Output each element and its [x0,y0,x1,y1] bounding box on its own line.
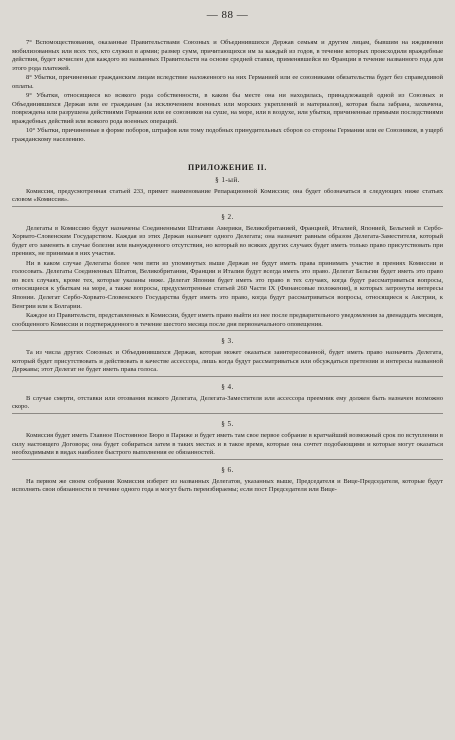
intro-paragraph: 8° Убытки, причиненные гражданским лицам вследствие наложенного на них Германией или ее союзниками обязательства будет без справедливой оплаты. [12,74,443,90]
section-1 [12,176,443,205]
section-4 [12,383,443,412]
intro-paragraph: 9° Убытки, относящиеся ко всякого рода собственности, в каком бы месте она ни находилась, принадлежащей одной из Союзных и Объединившихся Держав или ее гражданам (за исключением военных или морских укреплений и материалов), которая была забрана, захвачена, повреждена или разрушена действиями Германии или ее союзников на суше, на море, или в воздухе, или убытки, причиненные прямыми последствиями враждебных действий или всякого рода военных операций. [12,92,443,125]
divider [12,459,443,460]
section-heading: § 2. [221,212,234,221]
section-heading: § 4. [221,382,234,391]
section-2 [12,213,443,330]
page-number: — 88 — [206,9,249,21]
section-paragraph: В случае смерти, отставки или отозвания всякого Делегата, Делегата-Заместителя или ассессора преемник ему должен быть назначен возможно скоро. [12,394,443,411]
intro-paragraph: 10° Убытки, причиненные в форме поборов, штрафов или тому подобных принудительных сборов со стороны Германии или ее Союзников, в ущерб гражданскому населению. [12,127,443,144]
section-5 [12,420,443,458]
intro-block [12,39,443,145]
divider [12,413,443,414]
section-heading: § 3. [221,337,234,346]
section-paragraph: Каждое из Правительств, представленных в Комиссии, будет иметь право выйти из нее после предварительного уведомления за двенадцать месяцев, сообщенного Комиссии и подтвержденного в течение шестого месяца после дня первоначального оповещения. [12,312,443,328]
section-paragraph: Комиссия, предусмотренная статьей 233, примет наименование Репарационной Комиссии; она будет обозначаться в следующих ниже статьях словом «Комиссия». [12,187,443,204]
section-6 [12,466,443,495]
section-paragraph: Ни в каком случае Делегаты более чем пяти из упомянутых выше Держав не будут иметь права принимать участие в прениях Комиссии и голосовать. Делегаты Соединенных Штатов, Великобритании, Франции и Италии будут всегда иметь это право. Делегат Бельгии будет иметь это право во всех случаях, кроме тех, которые указаны ниже. Делегат Японии будет иметь это право в тех случаях, когда будут рассматриваться вопросы, относящиеся к убыткам на море, а также вопросы, предусмотренные статьей 260 Части IX (Финансовые положения), в которых затронуты интересы Японии. Делегат Сербо-Хорвато-Словенского Государства будет иметь это право, когда будут рассматриваться вопросы, относящиеся к Австрии, к Венгрии или к Болгарии. [12,259,443,310]
section-3 [12,337,443,375]
section-paragraph: Та из числа других Союзных и Объединившихся Держав, которая может оказаться заинтересованной, будет иметь право назначить Делегата, который будет присутствовать и действовать в качестве ассессора, лишь когда будут рассматриваться или обсуждаться претензии и интересы названной Державы; этот Делегат не будет иметь права голоса. [12,349,443,374]
section-paragraph: Комиссия будет иметь Главное Постоянное Бюро в Париже и будет иметь там свое первое собрание в кратчайший возможный срок по вступлении в силу настоящего Договора; она будет собираться затем в таких местах и в такое время, которые она сочтет подобающими и которые могут оказаться необходимыми в видах наиболее быстрого выполнения ее обязанностей. [12,431,443,457]
appendix-title: ПРИЛОЖЕНИЕ II. [188,162,267,172]
section-paragraph: На первом же своем собрании Комиссия изберет из названных Делегатов, указанных выше, Председателя и Вице-Председателя, которые будут исполнять свои обязанности в течение одного года и могут быть переизбираемы; если пост Председателя или Вице- [12,477,443,494]
section-heading: § 1-ый. [215,175,240,184]
divider [12,206,443,207]
section-heading: § 5. [221,419,234,428]
section-heading: § 6. [221,465,234,474]
divider [12,330,443,331]
section-paragraph: Делегаты в Комиссию будут назначены Соединенными Штатами Америки, Великобританией, Францией, Италией, Японией, Бельгией и Сербо-Хорвато-Словенским Государством. Каждая из этих Держав назначит одного Делегата; она назначит равным образом Делегата-Заместителя, который будет его заменять в случае болезни или вынужденного отсутствия, но который во всяких других случаях будет иметь только право присутствовать при прениях, не принимая в них участия. [12,224,443,258]
divider [12,376,443,377]
intro-paragraph: 7° Вспомоществования, оказанные Правительствами Союзных и Объединившихся Держав семьям и другим лицам, бывшим на иждивении мобилизованных или всех тех, кто служил в армии; размер сумм, причитающихся им за каждый из годов, в течение которых происходили враждебные действия, будет исчислен для каждого из названных Правительств на основе средней ставки, применявшейся во Франции в течение названного года для этого рода платежей. [12,39,443,72]
